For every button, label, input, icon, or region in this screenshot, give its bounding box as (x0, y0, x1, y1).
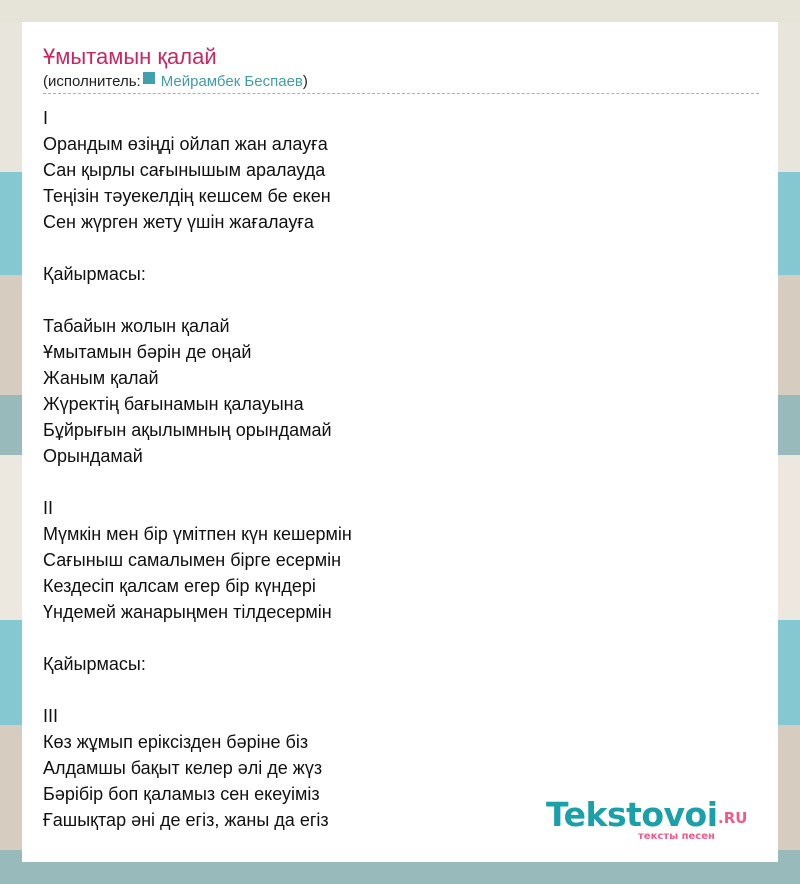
lyric-line: Сан қырлы сағынышым аралауда (43, 160, 326, 180)
lyric-line: Орандым өзіңді ойлап жан алауға (43, 134, 328, 154)
square-bullet-icon (143, 72, 155, 84)
header-divider (43, 93, 759, 94)
lyric-line (43, 469, 352, 495)
lyric-line: Жаным қалай (43, 368, 159, 388)
lyric-line: Ғашықтар әні де егіз, жаны да егіз (43, 810, 329, 830)
lyric-line (43, 625, 352, 651)
lyric-line: Қайырмасы: (43, 654, 146, 674)
lyric-line: Алдамшы бақыт келер әлі де жүз (43, 758, 323, 778)
artist-link[interactable]: Мейрамбек Беспаев (160, 73, 303, 90)
lyric-line: Орындамай (43, 446, 143, 466)
lyric-line (43, 287, 352, 313)
lyric-line: Теңізін тәуекелдің кешсем бе екен (43, 186, 331, 206)
lyric-line (43, 677, 352, 703)
song-title: Ұмытамын қалай (43, 44, 217, 69)
lyric-line: Сағыныш самалымен бірге есермін (43, 550, 342, 570)
lyric-line: II (43, 498, 54, 518)
lyric-line: Қайырмасы: (43, 264, 146, 284)
lyric-line (43, 235, 352, 261)
logo-brand: Tekstovoi (546, 795, 718, 834)
artist-suffix: ) (302, 73, 308, 90)
lyric-line: III (43, 706, 59, 726)
lyric-line: Жүректің бағынамын қалауына (43, 394, 304, 414)
logo-tld: .RU (718, 809, 748, 827)
lyric-line: Көз жұмып еріксізден бәріне біз (43, 732, 309, 752)
background-top-band (0, 0, 800, 22)
site-logo[interactable] (546, 795, 756, 845)
artist-line (43, 72, 308, 91)
lyric-line: I (43, 108, 49, 128)
lyric-line: Мүмкін мен бір үмітпен күн кешермін (43, 524, 352, 544)
lyric-line: Кездесіп қалсам егер бір күндері (43, 576, 316, 596)
lyrics-text (43, 105, 352, 833)
logo-tagline: тексты песен (638, 831, 715, 842)
lyric-line: Бәрібір боп қаламыз сен екеуіміз (43, 784, 320, 804)
lyric-line: Ұмытамын бәрін де оңай (43, 342, 252, 362)
artist-prefix: (исполнитель: (43, 73, 141, 90)
lyrics-card (22, 22, 778, 862)
lyric-line: Үндемей жанарыңмен тілдесермін (43, 602, 332, 622)
lyric-line: Сен жүрген жету үшін жағалауға (43, 212, 314, 232)
lyric-line: Табайын жолын қалай (43, 316, 230, 336)
lyric-line: Бұйрығын ақылымның орындамай (43, 420, 332, 440)
